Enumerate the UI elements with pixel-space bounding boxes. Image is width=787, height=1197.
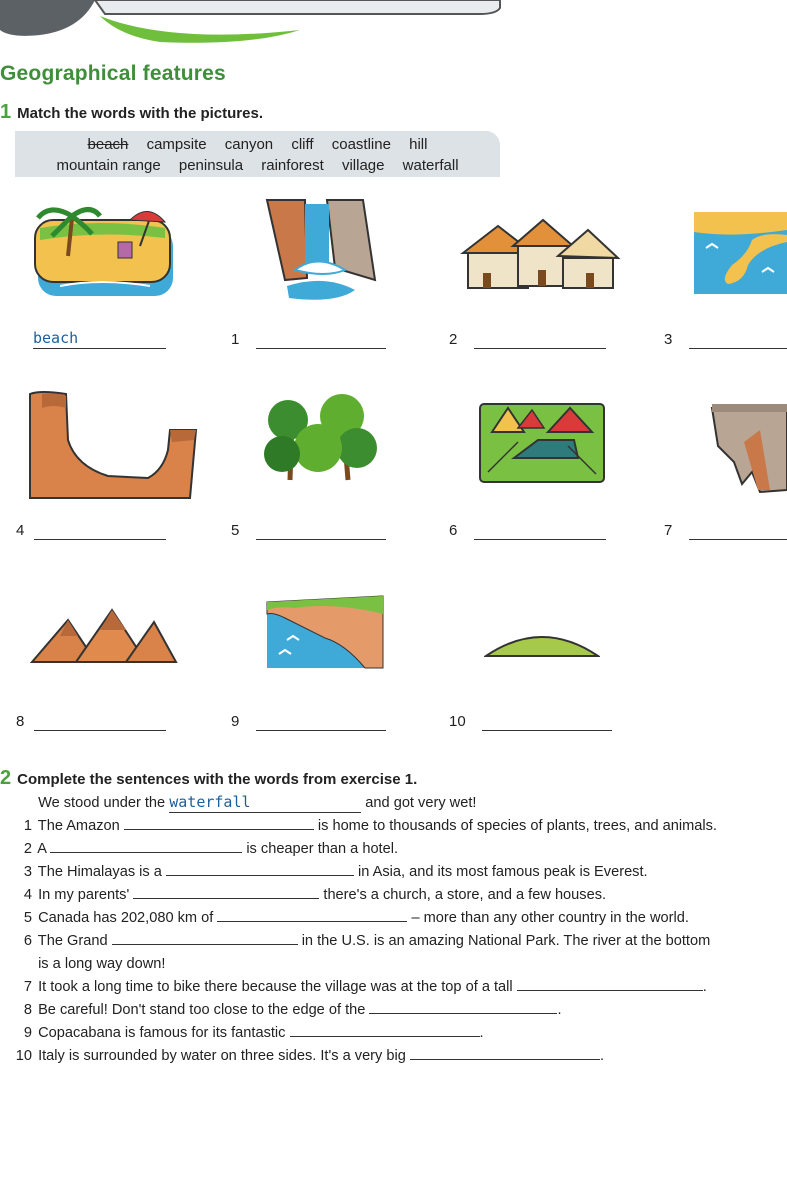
beach-picture <box>30 198 180 308</box>
sentence-number: 2 <box>23 841 32 857</box>
word-bank-item: hill <box>409 136 428 153</box>
answer-line[interactable] <box>33 347 166 349</box>
word-bank-item: rainforest <box>261 157 324 174</box>
sentence-after: . <box>599 1048 604 1064</box>
sentence-after: . <box>557 1002 562 1018</box>
sentence-before: is a long way down! <box>38 956 166 972</box>
page-title: Geographical features <box>0 62 226 85</box>
answer-line-5[interactable] <box>256 538 386 540</box>
sentence-number: 5 <box>23 910 32 926</box>
word-bank <box>15 131 500 177</box>
mountain-range-picture <box>30 608 178 666</box>
word-bank-item: beach <box>87 136 129 153</box>
sentence-blank-2[interactable] <box>50 851 242 853</box>
sentence-before: The Amazon <box>37 818 120 834</box>
example-answer-waterfall: waterfall <box>169 793 251 811</box>
sentence-before: A <box>37 841 47 857</box>
sentence-after: . <box>702 979 707 995</box>
sentence-number: 8 <box>23 1002 32 1018</box>
answer-line-7[interactable] <box>689 538 787 540</box>
header-banner <box>0 0 787 50</box>
sentence-5 <box>8 907 689 930</box>
exercise-2-number: 2 <box>0 767 12 789</box>
sentence-before: The Grand <box>37 933 108 949</box>
sentence-before: Be careful! Don't stand too close to the edge of the <box>38 1002 366 1018</box>
sentence-3 <box>8 861 648 884</box>
answer-line-10[interactable] <box>482 729 612 731</box>
label-5: 5 <box>231 522 240 539</box>
sentence-blank-10[interactable] <box>410 1058 600 1060</box>
sentence-before: Canada has 202,080 km of <box>38 910 214 926</box>
sentence-blank-3[interactable] <box>166 874 354 876</box>
sentence-6-continued <box>8 953 165 976</box>
answer-line-9[interactable] <box>256 729 386 731</box>
sentence-blank-4[interactable] <box>133 897 319 899</box>
sentence-number: 9 <box>23 1025 32 1041</box>
label-6: 6 <box>449 522 458 539</box>
answer-row-beach <box>33 329 78 347</box>
sentence-before: It took a long time to bike there because the village was at the top of a tall <box>38 979 513 995</box>
sentence-4 <box>8 884 606 907</box>
word-bank-item: coastline <box>331 136 391 153</box>
word-bank-item: mountain range <box>56 157 161 174</box>
sentence-blank-7[interactable] <box>517 989 703 991</box>
cliff-picture <box>710 402 787 494</box>
sentence-8 <box>8 999 562 1022</box>
answer-line-8[interactable] <box>34 729 166 731</box>
example-sentence <box>8 792 476 815</box>
sentence-10 <box>8 1045 604 1068</box>
example-before: We stood under the <box>38 795 166 811</box>
answer-line-4[interactable] <box>34 538 166 540</box>
word-bank-item: village <box>341 157 385 174</box>
sentence-blank-5[interactable] <box>217 920 407 922</box>
waterfall-picture <box>265 198 380 308</box>
sentence-after: is cheaper than a hotel. <box>246 841 399 857</box>
exercise-1-instruction: Match the words with the pictures. <box>17 105 263 122</box>
label-2: 2 <box>449 331 458 348</box>
word-bank-item: peninsula <box>178 157 244 174</box>
village-picture <box>458 218 623 293</box>
rainforest-picture <box>262 390 380 486</box>
sentence-number: 7 <box>23 979 32 995</box>
sentence-number: 3 <box>23 864 32 880</box>
exercise-1-heading <box>0 101 263 124</box>
sentence-6 <box>8 930 710 953</box>
sentence-blank-9[interactable] <box>290 1035 480 1037</box>
sentence-after: – more than any other country in the world. <box>411 910 689 926</box>
sentence-number: 6 <box>23 933 32 949</box>
sentence-before: Copacabana is famous for its fantastic <box>38 1025 286 1041</box>
word-bank-item: campsite <box>146 136 207 153</box>
sentence-number: 1 <box>23 818 32 834</box>
sentence-after: in Asia, and its most famous peak is Everest. <box>358 864 648 880</box>
sentence-before: Italy is surrounded by water on three sides. It's a very big <box>38 1048 406 1064</box>
answer-line-2[interactable] <box>474 347 606 349</box>
sentence-before: The Himalayas is a <box>37 864 162 880</box>
example-after: and got very wet! <box>365 795 477 811</box>
sentence-number: 4 <box>23 887 32 903</box>
sentence-after: is home to thousands of species of plants, trees, and animals. <box>317 818 717 834</box>
peninsula-picture <box>692 210 787 295</box>
sentence-blank-1[interactable] <box>124 828 314 830</box>
sentence-blank-8[interactable] <box>369 1012 557 1014</box>
sentence-before: In my parents' <box>38 887 130 903</box>
sentence-after: in the U.S. is an amazing National Park. The river at the bottom <box>301 933 711 949</box>
sentence-9 <box>8 1022 484 1045</box>
label-1: 1 <box>231 331 240 348</box>
exercise-2-instruction: Complete the sentences with the words from exercise 1. <box>17 771 418 788</box>
sentence-7 <box>8 976 707 999</box>
word-bank-item: waterfall <box>402 157 459 174</box>
sentence-number: 10 <box>15 1048 32 1064</box>
exercise-2-heading <box>0 767 417 790</box>
coastline-picture <box>265 594 385 670</box>
exercise-1-number: 1 <box>0 101 12 123</box>
sentence-blank-6[interactable] <box>112 943 298 945</box>
campsite-picture <box>478 402 606 484</box>
sentence-after: there's a church, a store, and a few houses. <box>323 887 607 903</box>
answer-line-3[interactable] <box>689 347 787 349</box>
label-3: 3 <box>664 331 673 348</box>
answer-line-6[interactable] <box>474 538 606 540</box>
label-8: 8 <box>16 713 25 730</box>
answer-line-1[interactable] <box>256 347 386 349</box>
sentence-after: . <box>479 1025 484 1041</box>
label-9: 9 <box>231 713 240 730</box>
label-7: 7 <box>664 522 673 539</box>
label-4: 4 <box>16 522 25 539</box>
sentence-2 <box>8 838 398 861</box>
word-bank-item: canyon <box>224 136 274 153</box>
sentence-1 <box>8 815 717 838</box>
hill-picture <box>484 624 600 660</box>
canyon-picture <box>28 390 198 502</box>
example-answer-beach: beach <box>33 329 79 347</box>
label-10: 10 <box>449 713 466 730</box>
word-bank-item: cliff <box>291 136 314 153</box>
